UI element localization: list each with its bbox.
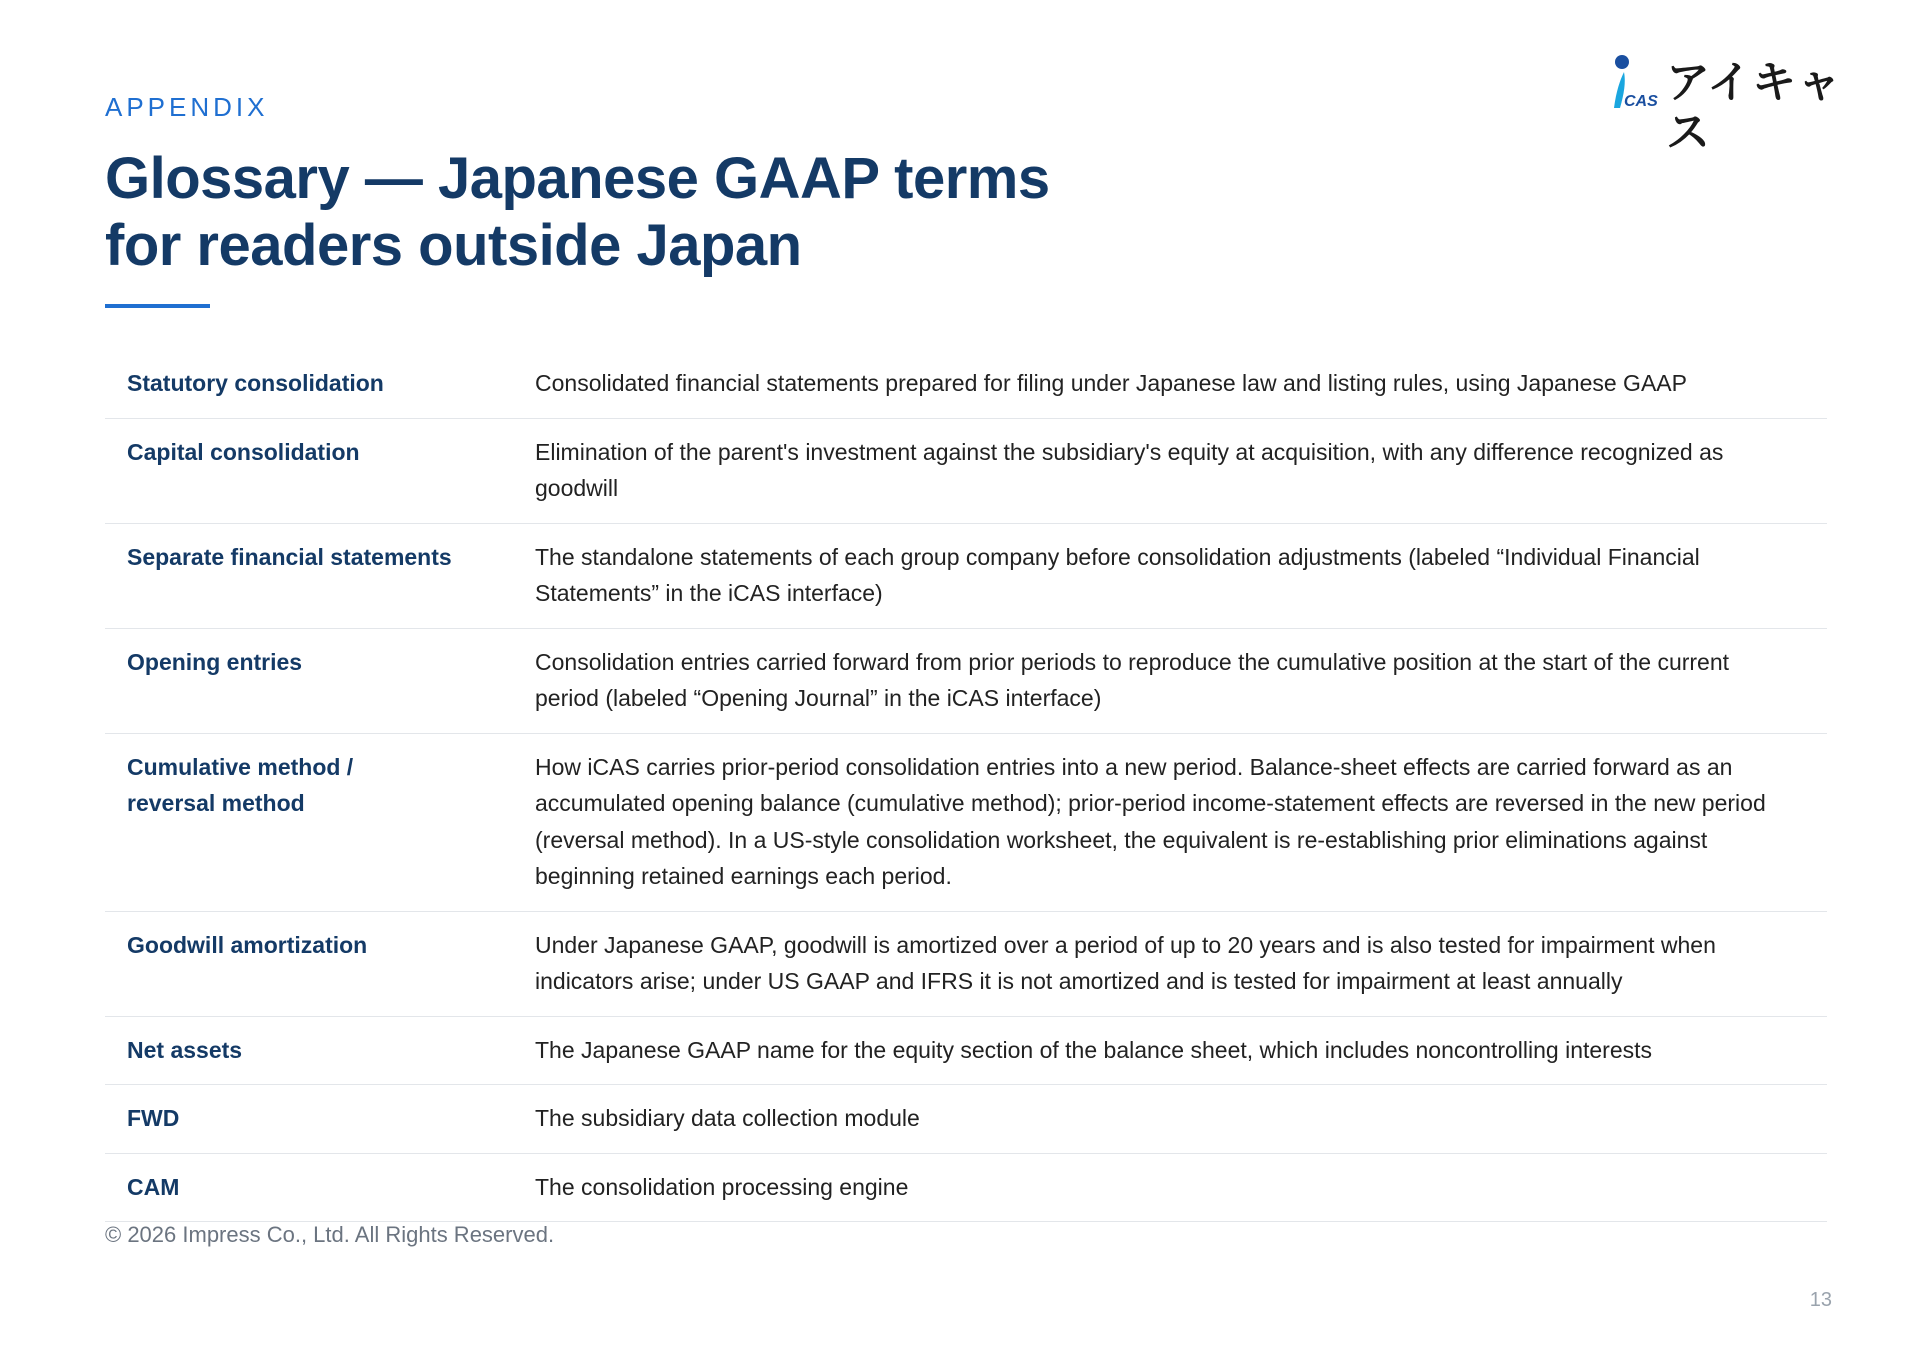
glossary-term-line: CAM	[127, 1173, 180, 1200]
glossary-row	[105, 912, 1827, 1017]
glossary-definition: The consolidation processing engine	[535, 1173, 909, 1200]
glossary-term-line: Net assets	[127, 1036, 243, 1063]
glossary-table	[105, 350, 1827, 1222]
glossary-row	[105, 524, 1827, 629]
glossary-row	[105, 734, 1827, 912]
page-title	[105, 145, 1050, 279]
glossary-definition: The subsidiary data collection module	[535, 1105, 920, 1131]
glossary-term	[105, 1100, 535, 1137]
glossary-term	[105, 749, 535, 895]
glossary-row	[105, 629, 1827, 734]
glossary-term	[105, 1169, 535, 1206]
glossary-row	[105, 1085, 1827, 1154]
glossary-term	[105, 539, 535, 612]
glossary-definition: How iCAS carries prior-period consolidation entries into a new period. Balance-sheet effects are carried forward as an accumulated opening balance (cumulative method); prior-period income-statement effects are reversed in the new period (reversal method). In a US-style consolidation worksheet, the equivalent is re-establishing prior eliminations against beginning retained earnings each period.	[535, 753, 1766, 889]
glossary-row	[105, 1017, 1827, 1086]
glossary-term	[105, 1032, 535, 1069]
glossary-term-line: reversal method	[127, 790, 305, 816]
glossary-definition: The standalone statements of each group company before consolidation adjustments (labeled “Individual Financial Statements” in the iCAS interface)	[535, 543, 1700, 606]
glossary-term-line: FWD	[127, 1105, 180, 1131]
glossary-term-line: Cumulative method /	[127, 753, 354, 780]
glossary-definition: Elimination of the parent's investment against the subsidiary's equity at acquisition, with any difference recognized as goodwill	[535, 438, 1724, 501]
copyright-notice: © 2026 Impress Co., Ltd. All Rights Reserved.	[105, 1222, 555, 1247]
glossary-term-line: Statutory consolidation	[127, 370, 384, 396]
glossary-term	[105, 644, 535, 717]
glossary-definition: Consolidated financial statements prepared for filing under Japanese law and listing rules, using Japanese GAAP	[535, 370, 1687, 396]
icas-logo	[1600, 52, 1860, 157]
glossary-row	[105, 350, 1827, 419]
glossary-term	[105, 434, 535, 507]
glossary-definition: The Japanese GAAP name for the equity section of the balance sheet, which includes noncontrolling interests	[535, 1036, 1653, 1063]
glossary-term-line: Goodwill amortization	[127, 931, 368, 958]
glossary-term	[105, 365, 535, 402]
logo-mark-text: CAS	[1624, 93, 1658, 110]
glossary-row	[105, 419, 1827, 524]
glossary-definition: Consolidation entries carried forward from prior periods to reproduce the cumulative position at the start of the current period (labeled “Opening Journal” in the iCAS interface)	[535, 648, 1730, 711]
glossary-term-line: Separate financial statements	[127, 543, 452, 570]
glossary-term	[105, 927, 535, 1000]
glossary-definition: Under Japanese GAAP, goodwill is amortized over a period of up to 20 years and is also tested for impairment when indicators arise; under US GAAP and IFRS it is not amortized and is tested for impairment at least annually	[535, 931, 1716, 994]
title-underline	[105, 304, 210, 308]
logo-wordmark: アイキャス	[1666, 58, 1843, 157]
page-number: 13	[1809, 1289, 1832, 1311]
icas-logo-icon	[1600, 52, 1664, 114]
section-eyebrow: APPENDIX	[105, 92, 269, 122]
glossary-row	[105, 1154, 1827, 1223]
page-title-line-2: for readers outside Japan	[105, 213, 802, 278]
glossary-term-line: Capital consolidation	[127, 438, 360, 465]
page-title-line-1: Glossary — Japanese GAAP terms	[105, 146, 1050, 211]
glossary-term-line: Opening entries	[127, 648, 303, 675]
